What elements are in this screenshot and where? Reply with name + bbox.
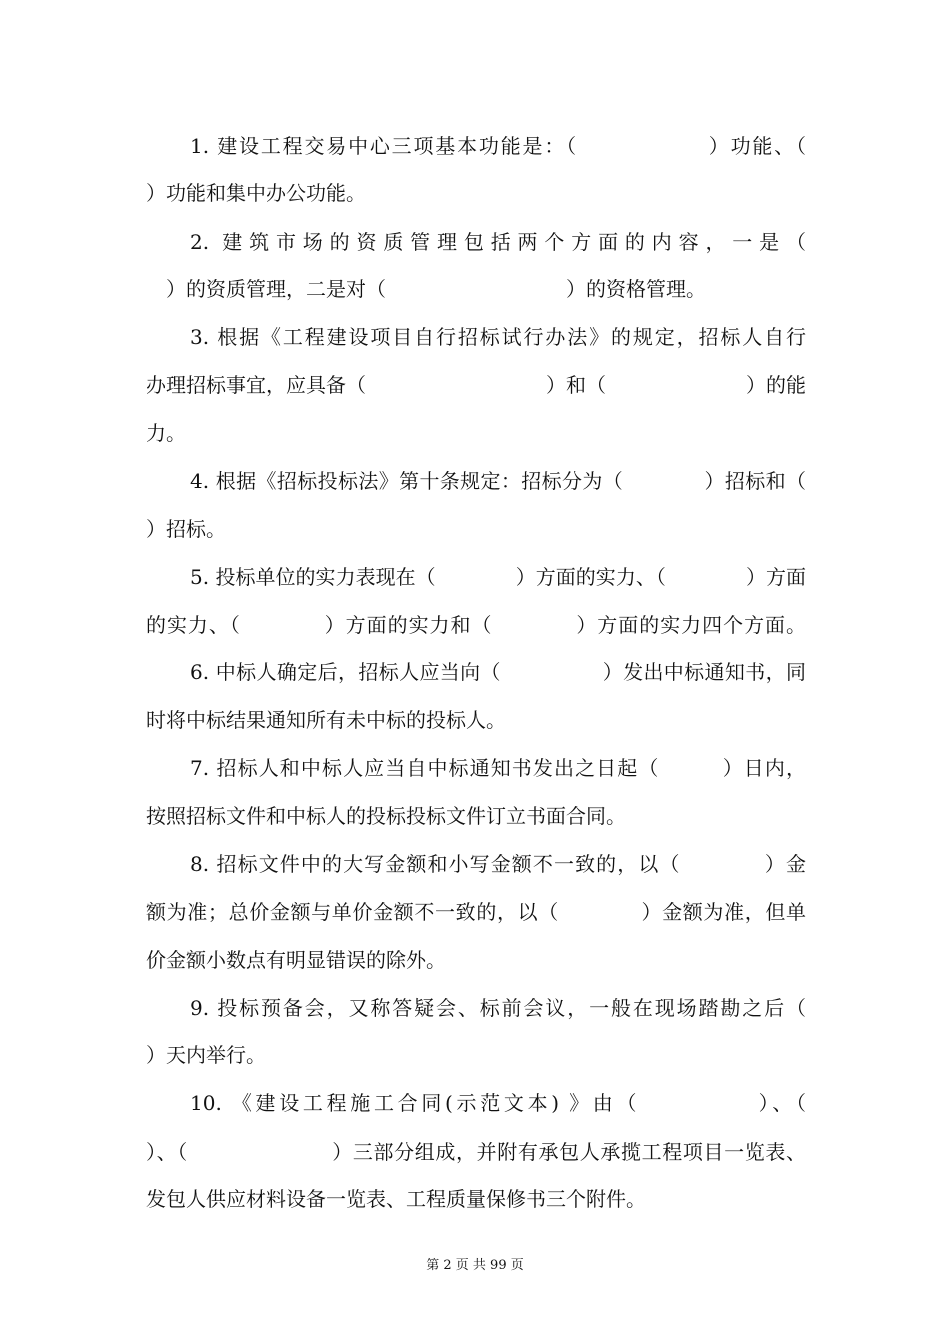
question-5-line-2: 的实力、（ ）方面的实力和（ ）方面的实力四个方面。	[146, 613, 806, 637]
question-6-line-1: 6. 中标人确定后，招标人应当向（ ）发出中标通知书，同	[190, 660, 806, 684]
question-10-line-2: ）、（ ）三部分组成，并附有承包人承揽工程项目一览表、	[146, 1140, 806, 1164]
question-5-line-1: 5. 投标单位的实力表现在（ ）方面的实力、（ ）方面	[190, 565, 806, 589]
question-10-line-1: 10. 《建设工程施工合同(示范文本) 》由（ ）、（	[190, 1091, 806, 1115]
question-7-line-2: 按照招标文件和中标人的投标投标文件订立书面合同。	[146, 804, 626, 828]
question-7-line-1: 7. 招标人和中标人应当自中标通知书发出之日起（ ）日内，	[190, 756, 806, 780]
question-4-line-2: ）招标。	[146, 517, 226, 541]
question-3-line-3: 力。	[146, 421, 186, 445]
question-10-line-3: 发包人供应材料设备一览表、工程质量保修书三个附件。	[146, 1187, 646, 1211]
question-3-line-1: 3. 根据《工程建设项目自行招标试行办法》的规定，招标人自行	[190, 325, 806, 349]
question-8-line-2: 额为准；总价金额与单价金额不一致的，以（ ）金额为准，但单	[146, 900, 806, 924]
question-1-line-2: ）功能和集中办公功能。	[146, 181, 366, 205]
page-footer: 第 2 页 共 99 页	[426, 1258, 524, 1273]
question-9-line-1: 9. 投标预备会，又称答疑会、标前会议，一般在现场踏勘之后（	[190, 996, 806, 1020]
question-6-line-2: 时将中标结果通知所有未中标的投标人。	[146, 708, 506, 732]
question-3-line-2: 办理招标事宜，应具备（ ）和（ ）的能	[146, 373, 806, 397]
question-2-line-1: 2. 建筑市场的资质管理包括两个方面的内容，一是（	[190, 230, 806, 254]
question-8-line-3: 价金额小数点有明显错误的除外。	[146, 948, 446, 972]
question-2-line-2: ）的资质管理，二是对（ ）的资格管理。	[166, 277, 706, 301]
question-4-line-1: 4. 根据《招标投标法》第十条规定：招标分为（ ）招标和（	[190, 469, 806, 493]
question-9-line-2: ）天内举行。	[146, 1043, 266, 1067]
question-1-line-1: 1. 建设工程交易中心三项基本功能是：（ ）功能、（	[190, 134, 806, 158]
question-8-line-1: 8. 招标文件中的大写金额和小写金额不一致的，以（ ）金	[190, 852, 806, 876]
